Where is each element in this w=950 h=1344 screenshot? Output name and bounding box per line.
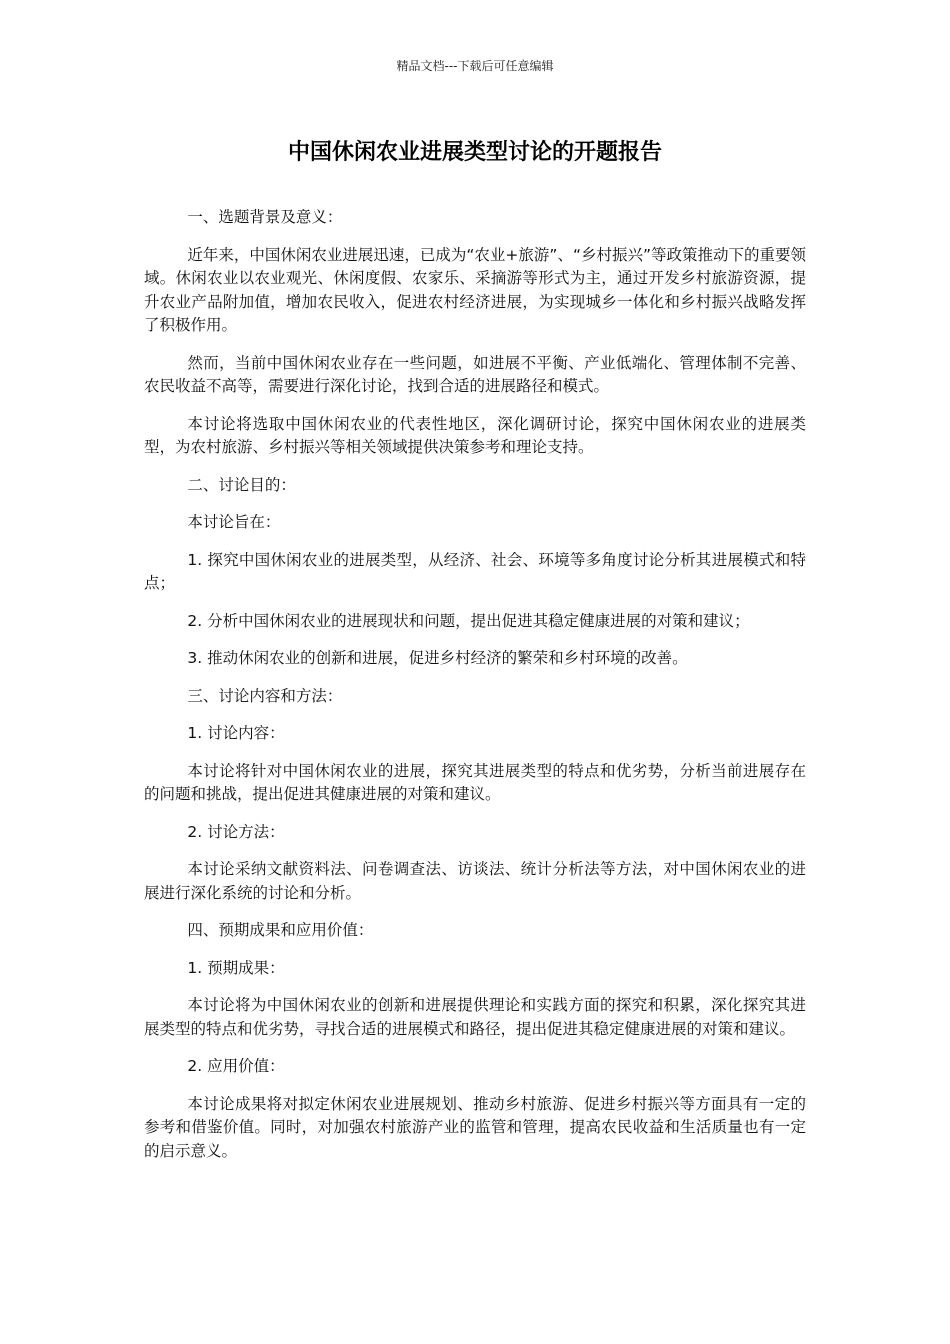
paragraph: 本讨论旨在： — [187, 513, 281, 531]
subheading: 2. 讨论方法： — [187, 822, 285, 841]
section-heading-2: 二、讨论目的： — [187, 475, 296, 494]
subheading: 1. 讨论内容： — [187, 724, 285, 742]
section-heading-1: 一、选题背景及意义： — [187, 208, 343, 226]
subheading: 1. 预期成果： — [187, 958, 285, 977]
paragraph: 本讨论成果将对拟定休闲农业进展规划、推动乡村旅游、促进乡村振兴等方面具有一定的参考和借鉴价值。同时，对加强农村旅游产业的监管和管理，提高农民收益和生活质量也有一定的启示意义。 — [144, 1094, 806, 1160]
list-item: 3. 推动休闲农业的创新和进展，促进乡村经济的繁荣和乡村环境的改善。 — [187, 649, 688, 667]
paragraph: 本讨论将选取中国休闲农业的代表性地区，深化调研讨论，探究中国休闲农业的进展类型，为农村旅游、乡村振兴等相关领域提供决策参考和理论支持。 — [144, 414, 806, 456]
header-note: 精品文档---下载后可任意编辑 — [396, 59, 554, 73]
document-body — [144, 206, 806, 1177]
document-title: 中国休闲农业进展类型讨论的开题报告 — [287, 140, 662, 165]
section-heading-4: 四、预期成果和应用价值： — [187, 921, 374, 939]
list-item: 1. 探究中国休闲农业的进展类型，从经济、社会、环境等多角度讨论分析其进展模式和特点； — [144, 550, 806, 592]
list-item: 2. 分析中国休闲农业的进展现状和问题，提出促进其稳定健康进展的对策和建议； — [187, 611, 750, 630]
section-heading-3: 三、讨论内容和方法： — [187, 686, 343, 705]
paragraph: 本讨论将为中国休闲农业的创新和进展提供理论和实践方面的探究和积累，深化探究其进展类型的特点和优劣势，寻找合适的进展模式和路径，提出促进其稳定健康进展的对策和建议。 — [144, 996, 806, 1038]
paragraph: 然而，当前中国休闲农业存在一些问题，如进展不平衡、产业低端化、管理体制不完善、农民收益不高等，需要进行深化讨论，找到合适的进展路径和模式。 — [144, 353, 806, 395]
paragraph: 本讨论采纳文献资料法、问卷调查法、访谈法、统计分析法等方法，对中国休闲农业的进展进行深化系统的讨论和分析。 — [144, 860, 806, 902]
paragraph: 本讨论将针对中国休闲农业的进展，探究其进展类型的特点和优劣势，分析当前进展存在的问题和挑战，提出促进其健康进展的对策和建议。 — [144, 761, 806, 803]
paragraph: 近年来，中国休闲农业进展迅速，已成为“农业+旅游”、“乡村振兴”等政策推动下的重要领域。休闲农业以农业观光、休闲度假、农家乐、采摘游等形式为主，通过开发乡村旅游资源，提升农业产品附加值，增加农民收入，促进农村经济进展，为实现城乡一体化和乡村振兴战略发挥了积极作用。 — [144, 245, 807, 334]
subheading: 2. 应用价值： — [187, 1057, 285, 1075]
